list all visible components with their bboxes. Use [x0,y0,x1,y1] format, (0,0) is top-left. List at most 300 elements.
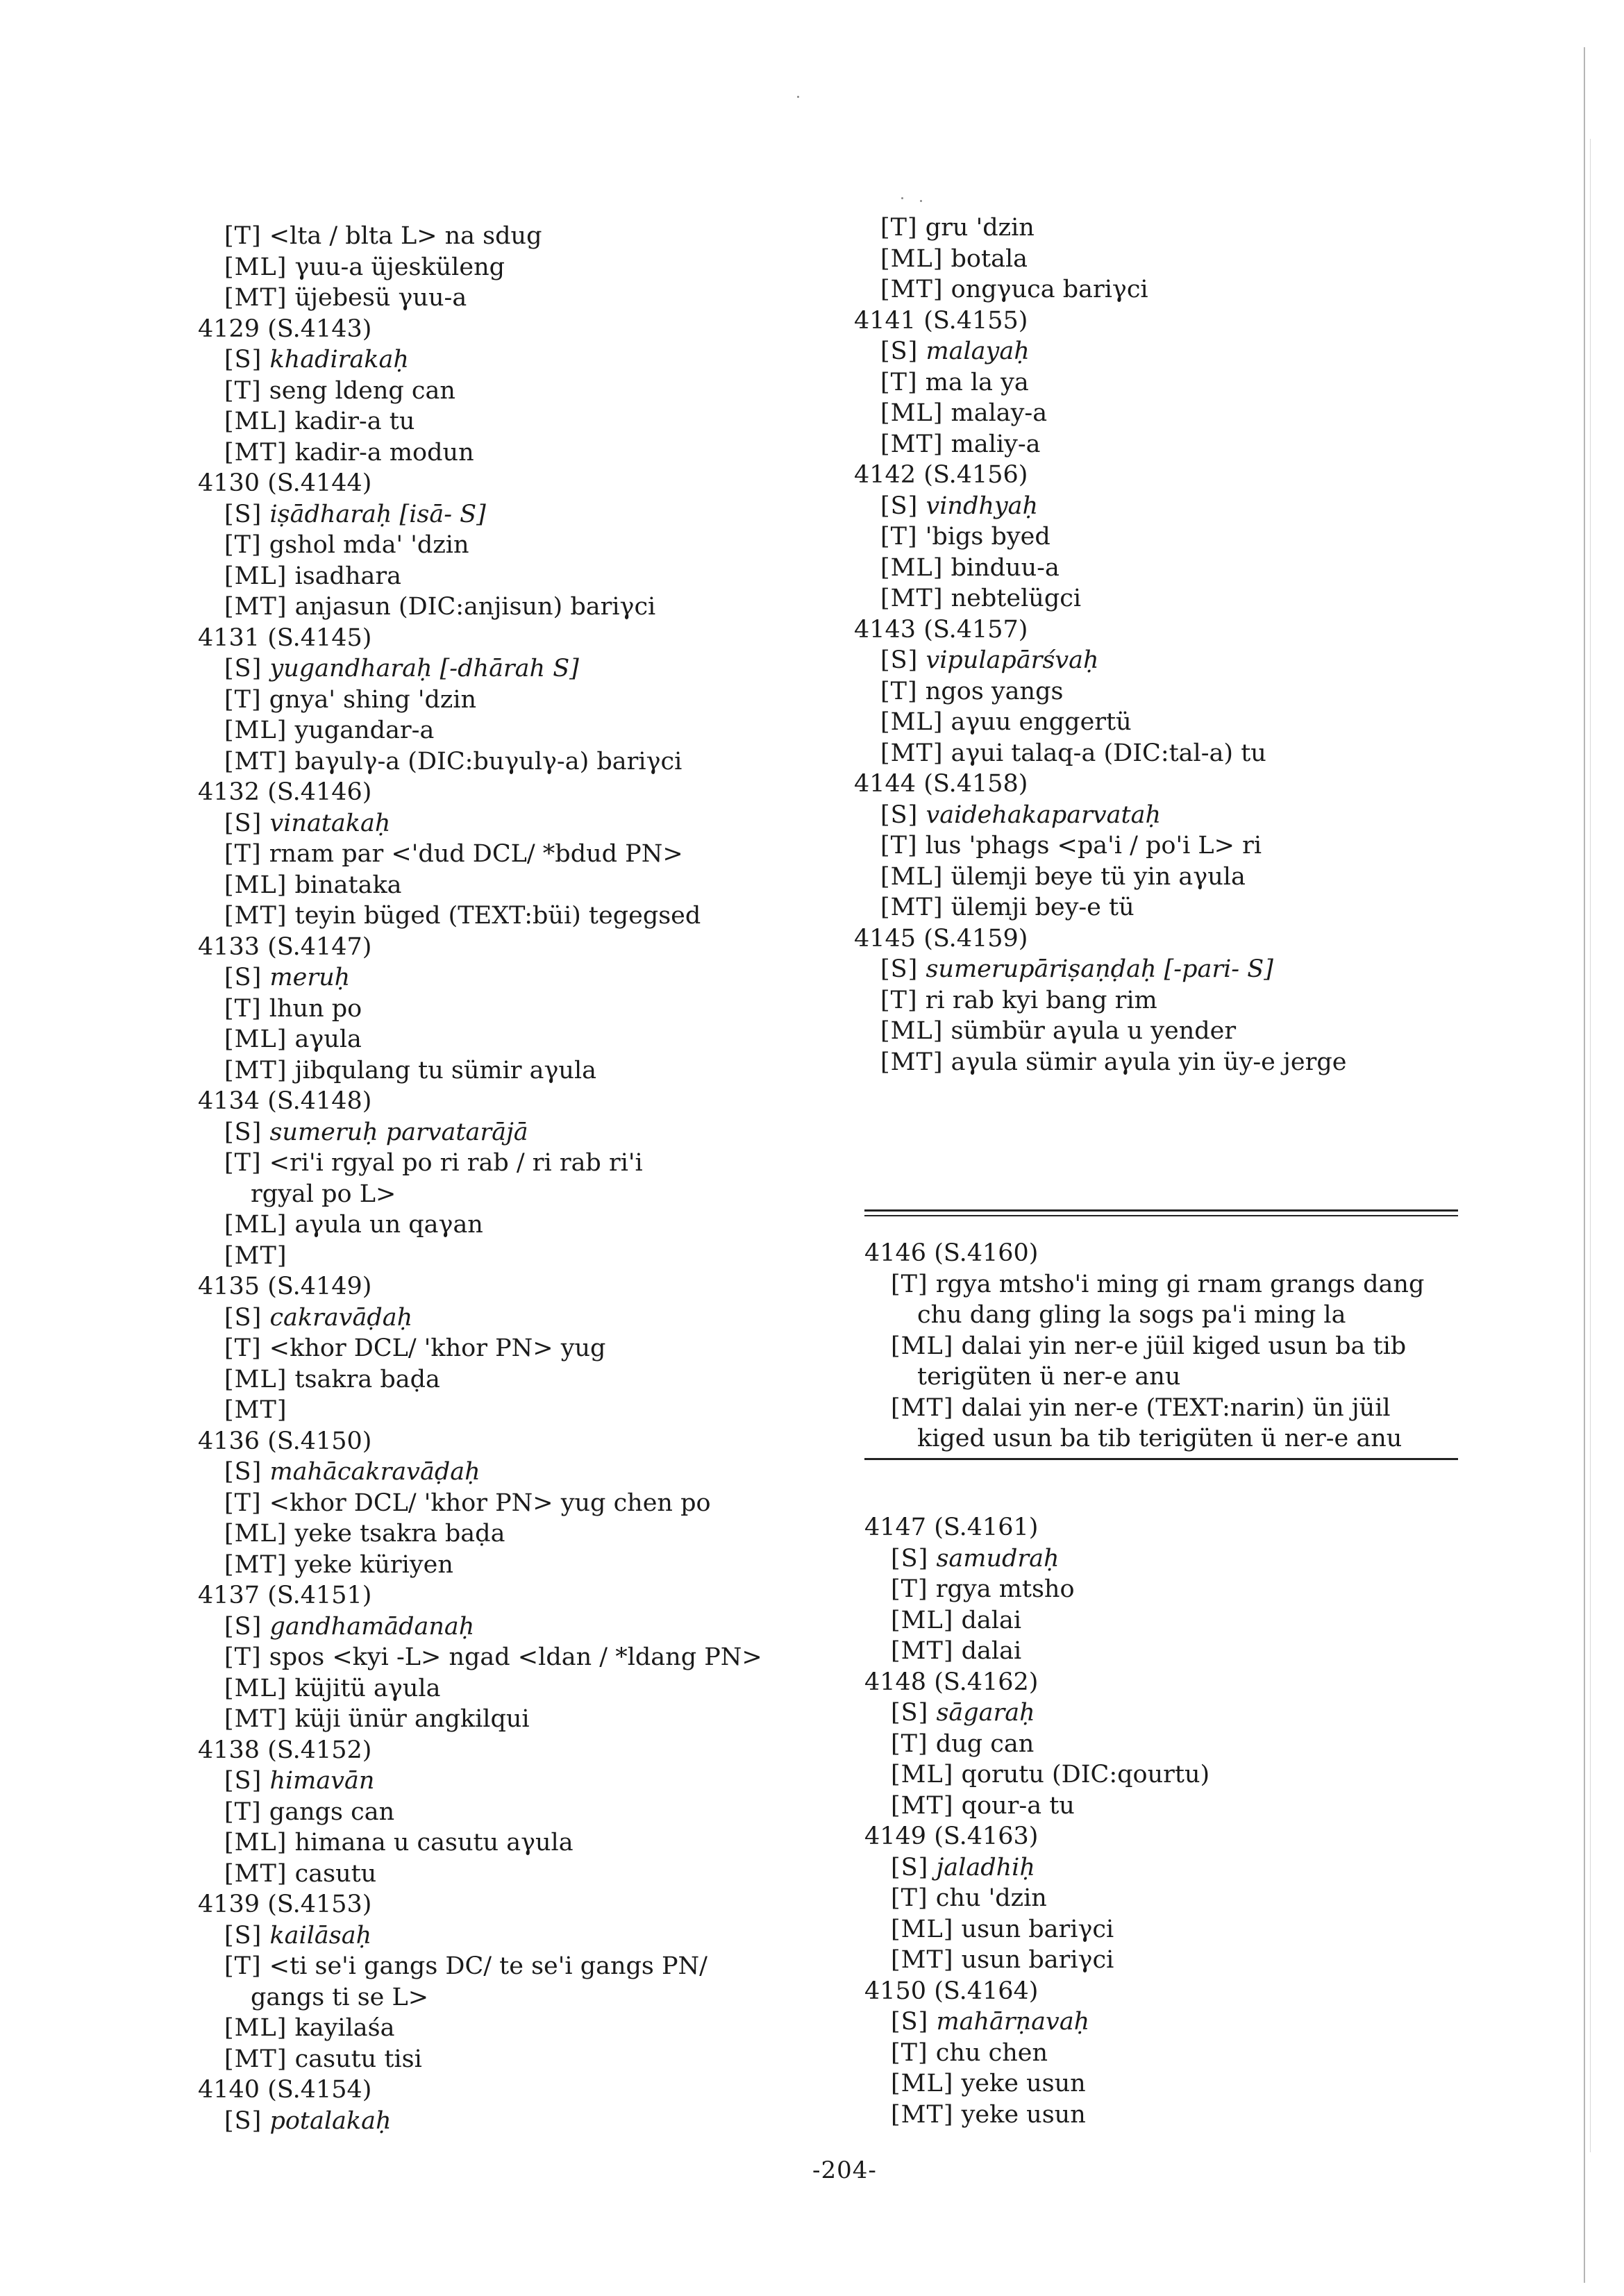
box-bottom-rule [864,1458,1458,1460]
entry-tag: [T] [224,1149,262,1177]
entry-tag: [MT] [224,593,287,621]
entry-text: dalai yin ner-e (TEXT:narin) ün jüil [961,1393,1391,1422]
entry-line [198,1982,864,2013]
entry-line [854,429,1479,460]
entry-tag: [MT] [224,1241,287,1270]
entry-text: gangs ti se L> [251,1983,429,2011]
entry-line [198,406,864,437]
entry-text: 4134 (S.4148) [198,1087,372,1115]
entry-text: meruḥ [269,964,351,991]
entry-line [854,892,1479,923]
entry-text: 4135 (S.4149) [198,1273,372,1300]
entry-tag: [T] [224,994,262,1023]
entry-tag: [S] [224,1612,262,1641]
entry-line [198,653,864,685]
entry-tag: [S] [880,492,919,520]
entry-tag: [ML] [224,408,287,435]
entry-text: dalai [961,1606,1022,1634]
entry-text: kiged usun ba tib terigüten ü ner-e anu [917,1425,1403,1452]
entry-number [854,769,1479,800]
entry-tag: [ML] [880,553,944,582]
entry-text: teyin büged (TEXT:büi) tegegsed [294,902,701,930]
entry-line [198,839,864,870]
entry-text: chu 'dzin [935,1884,1047,1912]
scan-speck [920,200,922,202]
entry-text: rgya mtsho'i ming gi rnam grangs dang [935,1270,1425,1298]
entry-tag: [MT] [891,1393,954,1422]
entry-text: yugandharaḥ [-dhārah S] [269,655,579,682]
entry-text: nebtelügci [951,585,1082,612]
entry-text: kailāsaḥ [269,1921,372,1950]
entry-text: aγula sümir aγula yin üy-e jerge [951,1048,1347,1076]
entry-line [854,244,1479,275]
entry-line [198,1642,864,1673]
entry-tag: [T] [224,685,262,714]
entry-text: 4139 (S.4153) [198,1891,372,1918]
entry-line [198,1827,864,1859]
entry-tag: [ML] [891,1332,954,1360]
entry-line [864,1605,1489,1636]
entry-text: 4144 (S.4158) [854,770,1028,798]
entry-text: 4150 (S.4164) [864,1977,1039,2005]
entry-line [854,274,1479,305]
entry-line [198,2013,864,2044]
entry-line [864,1729,1489,1760]
entry-text: sumerupāriṣaṇḍaḥ [-pari- S] [926,955,1273,983]
entry-text: aγula [294,1025,362,1053]
entry-line [198,1518,864,1550]
entry-text: yugandar-a [294,717,435,744]
scan-edge-line-faint [1590,139,1591,2152]
entry-tag: [S] [880,646,919,674]
entry-tag: [T] [880,368,918,396]
entry-tag: [T] [891,1884,928,1912]
entry-tag: [T] [891,1270,928,1298]
left-column [198,221,864,2136]
entry-line [854,645,1479,676]
entry-text: usun bariγci [961,1915,1114,1943]
entry-line [198,746,864,778]
entry-text: malayaḥ [926,337,1030,365]
entry-number [864,1976,1489,2007]
entry-text: lus 'phags <pa'i / po'i L> ri [925,832,1262,860]
entry-text: chu dang gling la sogs pa'i ming la [917,1301,1346,1329]
entry-text: samudraḥ [936,1544,1060,1573]
box-top-rule-inner [864,1215,1458,1216]
entry-tag: [MT] [880,585,944,612]
entry-number [198,1426,864,1457]
entry-line [854,862,1479,893]
entry-line [854,398,1479,429]
entry-line [864,1883,1489,1914]
entry-number [198,1889,864,1920]
entry-text: küji ünür angkilqui [294,1705,530,1733]
entry-line [864,2038,1489,2069]
entry-line [198,808,864,839]
entry-text: ngos yangs [925,677,1064,705]
entry-line [198,592,864,623]
entry-number [864,1238,1489,1269]
entry-text: malay-a [951,399,1048,427]
entry-tag: [S] [224,809,262,837]
scan-edge-line [1584,47,1585,2283]
entry-text: jibqulang tu sümir aγula [294,1056,597,1084]
entry-text: iṣādharaḥ [isā- S] [269,500,486,528]
entry-line [198,1055,864,1087]
entry-number [854,614,1479,646]
entry-text: aγuu enggertü [951,708,1132,736]
entry-tag: [T] [880,523,918,551]
entry-text: usun bariγci [961,1946,1114,1974]
entry-line [198,1611,864,1643]
entry-tag: [MT] [224,747,287,776]
entry-tag: [T] [224,840,262,868]
entry-line [854,336,1479,367]
entry-tag: [MT] [224,1550,287,1579]
entry-tag: [ML] [891,1606,954,1634]
entry-number [198,314,864,345]
entry-text: 4140 (S.4154) [198,2076,372,2104]
entry-text: vaidehakaparvataḥ [926,801,1161,829]
entry-text: <ti se'i gangs DC/ te se'i gangs PN/ [269,1952,708,1980]
entry-tag: [S] [224,346,262,374]
entry-line [864,1698,1489,1729]
entry-text: vipulapārśvaḥ [926,646,1099,674]
entry-text: isadhara [294,562,401,590]
entry-tag: [ML] [880,399,944,427]
entry-tag: [MT] [224,1705,287,1733]
entry-tag: [MT] [891,2100,954,2129]
entry-tag: [S] [224,964,262,991]
entry-tag: [ML] [224,562,287,590]
entry-text: ongγuca bariγci [951,276,1148,303]
entry-tag: [ML] [224,1674,287,1702]
entry-line [198,994,864,1025]
entry-text: <khor DCL/ 'khor PN> yug [269,1334,606,1362]
entry-text: qour-a tu [961,1791,1075,1820]
entry-text: ülemji bey-e tü [951,894,1135,921]
entry-line [854,676,1479,707]
entry-number [198,932,864,963]
entry-line [198,1920,864,1952]
entry-tag: [MT] [891,1637,954,1665]
entry-tag: [T] [891,1729,928,1758]
entry-line [198,1302,864,1334]
entry-text: kayilaśa [294,2014,395,2042]
entry-tag: [T] [224,1489,262,1517]
entry-tag: [S] [224,1767,262,1795]
entry-text: spos <kyi -L> ngad <ldan / *ldang PN> [269,1643,762,1671]
entry-number [198,1271,864,1302]
entry-tag: [S] [880,337,919,365]
entry-text: ri rab kyi bang rim [925,986,1157,1014]
entry-line [854,521,1479,553]
entry-line [198,499,864,530]
entry-number [854,923,1479,955]
entry-tag: [T] [224,376,262,405]
entry-text: 'bigs byed [925,523,1050,551]
page-number: -204- [812,2156,877,2184]
entry-number [198,1086,864,1117]
entry-tag: [ML] [224,1025,287,1053]
entry-tag: [S] [891,1544,929,1573]
entry-line [198,1797,864,1828]
entry-line [198,221,864,252]
entry-tag: [T] [891,1575,928,1603]
entry-text: rnam par <'dud DCL/ *bdud PN> [269,840,683,868]
entry-text: ülemji beye tü yin aγula [951,862,1246,891]
entry-text: sāgaraḥ [936,1699,1035,1727]
entry-text: binataka [294,871,402,899]
entry-text: yeke usun [961,2070,1086,2097]
entry-line [198,1395,864,1426]
entry-tag: [ML] [891,1915,954,1943]
entry-tag: [S] [224,1303,262,1332]
entry-line [198,1704,864,1735]
entry-line [198,1488,864,1519]
entry-text: 4138 (S.4152) [198,1736,372,1764]
entry-text: himana u casutu aγula [294,1829,574,1857]
entry-tag: [S] [224,500,262,528]
entry-text: yeke tsakra baḍa [294,1520,505,1548]
entry-text: yeke usun [961,2100,1086,2129]
entry-tag: [ML] [880,708,944,736]
entry-line [198,530,864,561]
entry-line [198,376,864,407]
entry-text: yeke küriyen [294,1550,453,1579]
entry-text: rgya mtsho [935,1575,1075,1603]
entry-tag: [S] [224,1118,262,1146]
entry-line [864,1636,1489,1667]
entry-line [854,1016,1479,1047]
entry-tag: [MT] [224,1056,287,1084]
entry-text: aγula un qaγan [294,1211,483,1239]
entry-text: mahārṇavaḥ [936,2008,1090,2036]
entry-line [198,1333,864,1364]
entry-line [864,1361,1489,1393]
entry-number [198,1580,864,1611]
entry-tag: [MT] [224,2045,287,2073]
entry-line [864,1393,1489,1424]
entry-text: aγui talaq-a (DIC:tal-a) tu [951,739,1266,767]
entry-text: 4142 (S.4156) [854,461,1028,489]
entry-line [198,1364,864,1396]
entry-line [198,1117,864,1148]
entry-text: kadir-a tu [294,408,415,435]
entry-line [854,707,1479,738]
right-column-top [854,212,1479,1078]
entry-text: rgyal po L> [251,1180,396,1208]
entry-tag: [T] [224,1798,262,1826]
entry-text: potalakaḥ [269,2106,392,2135]
entry-tag: [S] [224,1458,262,1486]
entry-text: 4130 (S.4144) [198,469,372,497]
entry-text: chu chen [935,2038,1048,2067]
entry-text: gangs can [269,1798,395,1826]
entry-text: gandhamādanaḥ [269,1612,475,1641]
entry-line [864,2006,1489,2038]
entry-text: qorutu (DIC:qourtu) [961,1761,1210,1788]
entry-text: casutu tisi [294,2045,422,2073]
entry-number [198,2075,864,2106]
entry-text: gru 'dzin [925,214,1035,242]
entry-line [854,491,1479,522]
entry-text: jaladhiḥ [936,1853,1035,1882]
entry-tag: [ML] [224,717,287,744]
entry-text: gnya' shing 'dzin [269,685,477,714]
entry-text: üjebesü γuu-a [294,284,467,312]
entry-tag: [MT] [224,1396,287,1424]
entry-line [864,1791,1489,1822]
entry-tag: [T] [880,677,918,705]
entry-tag: [S] [880,801,919,829]
entry-tag: [ML] [880,1017,944,1045]
entry-text: ma la ya [925,368,1029,396]
entry-text: dalai [961,1637,1022,1665]
entry-tag: [T] [880,986,918,1014]
entry-text: vindhyaḥ [926,492,1039,520]
entry-tag: [ML] [891,2070,954,2097]
entry-tag: [ML] [224,1520,287,1548]
entry-tag: [MT] [880,430,944,458]
entry-line [198,1673,864,1704]
entry-line [854,800,1479,831]
entry-line [198,900,864,932]
entry-tag: [S] [224,1921,262,1950]
entry-text: sümbür aγula u yender [951,1017,1237,1045]
entry-tag: [ML] [891,1761,954,1788]
entry-tag: [T] [224,222,262,250]
entry-text: casutu [294,1859,377,1888]
entry-line [198,1241,864,1272]
entry-line [864,1852,1489,1884]
entry-text: lhun po [269,994,362,1023]
entry-text: tsakra baḍa [294,1365,440,1393]
entry-number [198,468,864,499]
entry-text: 4132 (S.4146) [198,778,372,806]
entry-text: gshol mda' 'dzin [269,531,469,559]
entry-text: kadir-a modun [294,438,474,467]
entry-tag: [MT] [880,276,944,303]
entry-text: 4133 (S.4147) [198,932,372,961]
entry-text: 4143 (S.4157) [854,615,1028,644]
entry-text: 4141 (S.4155) [854,306,1028,335]
entry-line [198,1179,864,1210]
entry-tag: [ML] [224,871,287,899]
entry-tag: [ML] [224,1211,287,1239]
entry-text: botala [951,244,1028,273]
entry-line [198,252,864,283]
entry-number [198,777,864,808]
entry-line [864,2068,1489,2100]
entry-tag: [S] [891,2008,929,2036]
entry-tag: [ML] [224,2014,287,2042]
entry-text: <ri'i rgyal po ri rab / ri rab ri'i [269,1149,643,1177]
entry-tag: [MT] [224,902,287,930]
entry-line [198,1951,864,1982]
entry-tag: [S] [880,955,919,983]
entry-line [864,1300,1489,1331]
entry-number [854,460,1479,491]
entry-text: himavān [269,1767,375,1795]
entry-tag: [ML] [224,1365,287,1393]
entry-tag: [MT] [224,438,287,467]
entry-text: khadirakaḥ [269,346,409,374]
entry-tag: [ML] [880,244,944,273]
entry-line [198,1766,864,1797]
entry-line [854,583,1479,614]
entry-tag: [T] [224,531,262,559]
entry-tag: [MT] [891,1791,954,1820]
entry-text: anjasun (DIC:anjisun) bariγci [294,593,656,621]
entry-text: <khor DCL/ 'khor PN> yug chen po [269,1489,711,1517]
entry-line [198,1024,864,1055]
entry-tag: [T] [224,1643,262,1671]
entry-line [854,830,1479,862]
entry-line [864,1945,1489,1976]
entry-line [198,283,864,314]
entry-number [864,1821,1489,1852]
entry-line [854,985,1479,1016]
entry-tag: [S] [891,1853,929,1882]
entry-line [864,1269,1489,1300]
entry-number [854,305,1479,337]
entry-text: maliy-a [951,430,1041,458]
entry-line [864,1331,1489,1362]
entry-line [854,738,1479,769]
entry-tag: [MT] [891,1946,954,1974]
entry-tag: [MT] [880,739,944,767]
entry-text: binduu-a [951,553,1060,582]
entry-text: küjitü aγula [294,1674,441,1702]
entry-text: terigüten ü ner-e anu [917,1363,1181,1391]
entry-line [864,1914,1489,1945]
entry-tag: [S] [224,2106,262,2135]
entry-text: 4145 (S.4159) [854,924,1028,953]
scan-speck [797,96,799,98]
entry-number [198,1735,864,1766]
entry-tag: [MT] [224,1859,287,1888]
entry-tag: [T] [880,832,918,860]
entry-tag: [S] [224,655,262,682]
entry-text: 4146 (S.4160) [864,1239,1039,1267]
entry-text: mahācakravāḍaḥ [269,1458,480,1486]
entry-text: 4137 (S.4151) [198,1582,372,1609]
entry-tag: [MT] [880,894,944,921]
entry-text: vinatakaḥ [269,809,391,837]
entry-line [864,1759,1489,1791]
entry-line [198,685,864,716]
entry-text: 4147 (S.4161) [864,1514,1039,1541]
entry-tag: [MT] [880,1048,944,1076]
entry-tag: [T] [224,1952,262,1980]
entry-text: sumeruḥ parvatarājā [269,1118,528,1146]
entry-line [198,1550,864,1581]
entry-tag: [ML] [224,253,287,281]
entry-tag: [T] [891,2038,928,2067]
entry-line [854,553,1479,584]
entry-text: 4148 (S.4162) [864,1668,1039,1696]
scan-speck [901,197,903,199]
entry-tag: [ML] [224,1829,287,1857]
entry-line [198,2044,864,2075]
entry-line [198,437,864,469]
entry-line [198,344,864,376]
entry-line [198,561,864,592]
entry-tag: [ML] [880,862,944,891]
entry-line [198,1457,864,1488]
entry-text: dug can [935,1729,1035,1758]
